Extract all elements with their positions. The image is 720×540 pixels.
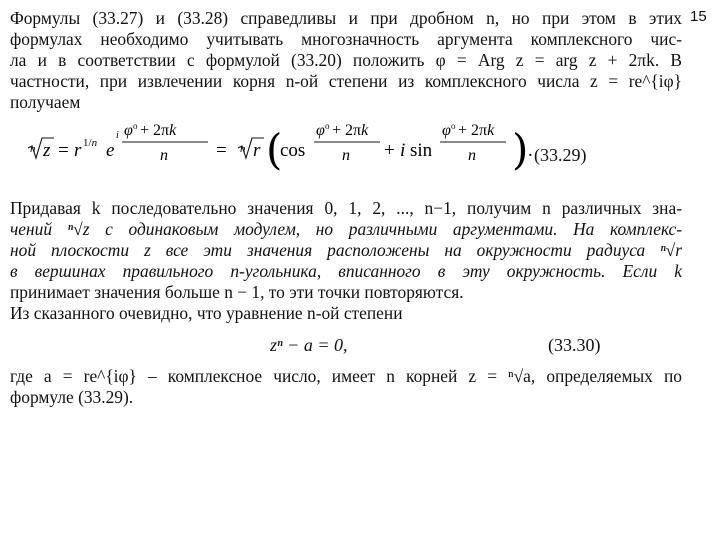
svg-text:+ 2πk: + 2πk [458,122,495,139]
para2-line1: Придавая k последовательно значения 0, 1, 2, ..., n−1, получим n различных зна- [10,198,682,218]
svg-text:z: z [43,140,51,161]
para2-line2: чений ⁿ√z с одинаковым модулем, но различными аргументами. На комплекс- [10,219,682,239]
para2-line6: Из сказанного очевидно, что уравнение n-ой степени [10,303,403,323]
formula-33-29-number: (33.29) [534,145,587,165]
svg-text:sin: sin [410,140,433,161]
svg-text:e: e [106,140,115,161]
page-number: 15 [690,8,707,25]
para1-line4: частности, при извлечении корня n-ой степени из комплексного числа z = re^{iφ} [10,71,682,91]
svg-text:=: = [58,140,69,161]
paragraph-2 [10,198,682,324]
svg-text:i: i [400,140,406,161]
paragraph-3 [10,366,682,408]
svg-text:o: o [325,121,330,131]
svg-text:): ) [512,125,529,174]
svg-text:φ: φ [124,122,133,139]
svg-text:+ 2πk: + 2πk [140,122,177,139]
para1-line5: получаем [10,92,81,112]
para3-line1: где a = re^{iφ} – комплексное число, имеет n корней z = ⁿ√a, определяемых по [10,366,682,386]
svg-text:o: o [451,121,456,131]
svg-text:(: ( [266,125,283,174]
svg-text:+ 2πk: + 2πk [332,122,369,139]
para2-line4: в вершинах правильного n-угольника, вписанного в эту окружность. Если k [10,261,682,281]
svg-text:φ: φ [442,122,451,139]
svg-text:=: = [216,140,227,161]
svg-text:o: o [133,121,138,131]
para1-line1: Формулы (33.27) и (33.28) справедливы и при дробном n, но при этом в этих [10,8,682,28]
formula-33-30-number: (33.30) [548,335,601,355]
svg-text:n: n [30,143,36,155]
paragraph-1 [10,8,682,113]
para1-line2: формулах необходимо учитывать многозначность аргумента комплексного чис- [10,29,682,49]
svg-text:n: n [240,143,246,155]
svg-text:cos: cos [280,140,306,161]
svg-text:φ: φ [316,122,325,139]
para3-line2: формуле (33.29). [10,387,134,407]
svg-text:+: + [384,140,395,161]
svg-text:n: n [160,147,168,164]
svg-text:.: . [528,140,533,161]
para1-line3: ла и в соответствии с формулой (33.20) положить φ = Arg z = arg z + 2πk. В [10,50,682,70]
para2-line5: принимает значения больше n − 1, то эти точки повторяются. [10,282,464,302]
svg-text:n: n [468,147,476,164]
svg-text:n: n [342,147,350,164]
svg-text:r: r [74,140,82,161]
formula-33-30-expr: zⁿ − a = 0, [270,335,348,355]
formula-33-29 [12,118,672,180]
svg-text:1/n: 1/n [83,137,98,149]
svg-text:r: r [253,140,261,161]
svg-text:i: i [116,130,119,141]
para2-line3: ной плоскости z все эти значения расположены на окружности радиуса ⁿ√r [10,240,682,260]
